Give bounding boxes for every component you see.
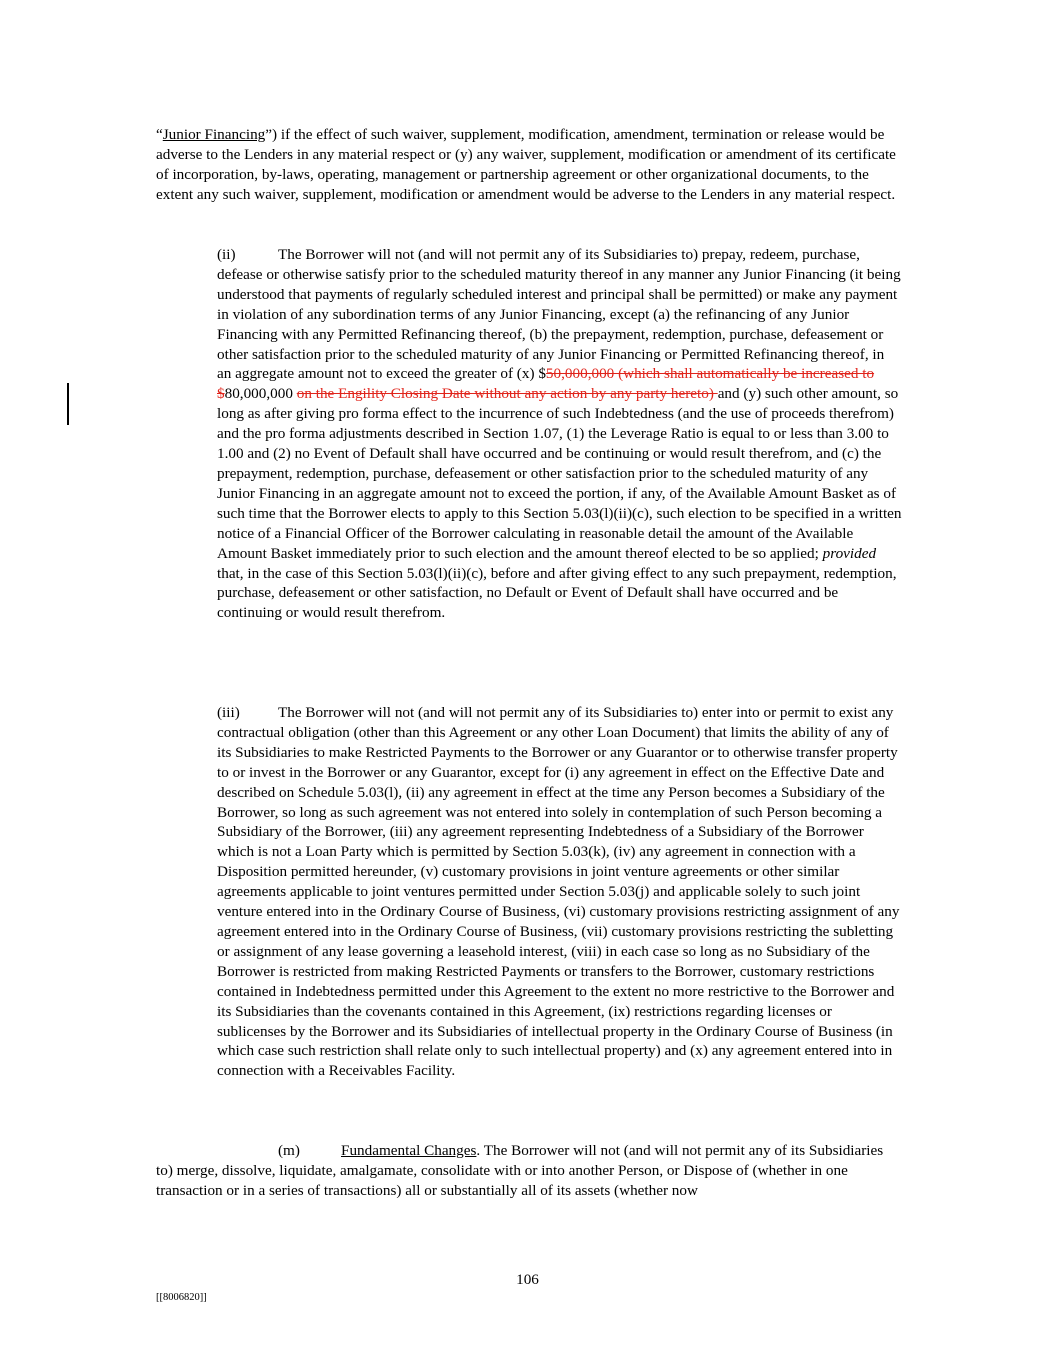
clause-marker: (m) [278,1142,300,1159]
clause-marker: (iii) [217,704,240,721]
clause-iii [217,703,902,1081]
revision-change-bar [67,383,69,425]
section-heading: Fundamental Changes [341,1142,477,1159]
deleted-text: 50,000,000 (which shall automatically be increased to $ [217,365,875,403]
clause-text: that, in the case of this Section 5.03(l)(ii)(c), before and after giving effect to any such prepayment, redemption, purchase, defeasement or other satisfaction, no Default or Event of Default shall have occurred and be continuing or would result therefrom. [217,564,897,622]
paragraph-junior-financing-continuation [156,125,902,205]
clause-m-fundamental-changes [156,1141,902,1201]
clause-ii [217,245,902,623]
document-id: [[8006820]] [156,1292,207,1303]
italic-provided: provided [822,544,877,562]
defined-term-junior-financing: Junior Financing [162,126,266,143]
clause-text: The Borrower will not (and will not permit any of its Subsidiaries to) prepay, redeem, purchase, defease or otherwise satisfy prior to the scheduled maturity thereof in any manner any Junior Financing (it being understood that payments of regularly scheduled interest and principal shall be permitted) or make any payment in violation of any subordination terms of any Junior Financing, except (a) the refinancing of any Junior Financing with any Permitted Refinancing thereof, (b) the prepayment, redemption, purchase, defeasement or other satisfaction prior to the scheduled maturity of any Junior Financing or Permitted Refinancing thereof, in an aggregate amount not to exceed the greater of (x) $ [217,246,901,383]
open-quote: “ [156,126,163,143]
page-number: 106 [516,1271,539,1288]
clause-marker: (ii) [217,246,236,263]
clause-text: and (y) such other amount, so long as after giving pro forma effect to the incurrence of such Indebtedness (and the use of proceeds therefrom) and the pro forma adjustments described in Section 1.07, (1) the Leverage Ratio is equal to or less than 3.00 to 1.00 and (2) no Event of Default shall have occurred and be continuing or would result therefrom, and (c) the prepayment, redemption, purchase, defeasement or other satisfaction prior to the scheduled maturity of any Junior Financing in an aggregate amount not to exceed the portion, if any, of the Available Amount Basket as of such time that the Borrower elects to apply to this Section 5.03(l)(ii)(c), such election to be specified in a written notice of a Financial Officer of the Borrower calculating in reasonable detail the amount of the Available Amount Basket immediately prior to such election and the amount thereof elected to be so applied; [217,385,902,562]
clause-text: . The Borrower will not (and will not permit any of its Subsidiaries to) merge, dissolve, liquidate, amalgamate, consolidate with or into another Person, or Dispose of (whether in one transaction or in a series of transactions) all or substantially all of its assets (whether now [156,1142,884,1199]
paragraph-text: ”) if the effect of such waiver, supplement, modification, amendment, termination or release would be adverse to the Lenders in any material respect or (y) any waiver, supplement, modification or amendment of its certificate of incorporation, by-laws, operating, management or partnership agreement or other organizational documents, to the extent any such waiver, supplement, modification or amendment would be adverse to the Lenders in any material respect. [156,126,896,203]
clause-text: The Borrower will not (and will not permit any of its Subsidiaries to) enter into or permit to exist any contractual obligation (other than this Agreement or any other Loan Document) that limits the ability of any of its Subsidiaries to make Restricted Payments to the Borrower or any Guarantor or to otherwise transfer property to or invest in the Borrower or any Guarantor, except for (i) any agreement in effect on the Effective Date and described on Schedule 5.03(l), (ii) any agreement in effect at the time any Person becomes a Subsidiary of the Borrower, so long as such agreement was not entered into solely in contemplation of such Person becoming a Subsidiary of the Borrower, (iii) any agreement representing Indebtedness of a Subsidiary of the Borrower which is not a Loan Party which is permitted by Section 5.03(k), (iv) any agreement in connection with a Disposition permitted hereunder, (v) customary provisions in joint venture agreements or other similar agreements applicable to joint ventures permitted under Section 5.03(j) and applicable solely to such joint venture entered into in the Ordinary Course of Business, (vi) customary provisions restricting assignment of any agreement entered into in the Ordinary Course of Business, (vii) customary provisions restricting the subletting or assignment of any lease governing a leasehold interest, (viii) in each case so long as no Subsidiary of the Borrower is restricted from making Restricted Payments or transfers to the Borrower, customary restrictions contained in Indebtedness permitted under this Agreement to the extent no more restrictive to the Borrower and its Subsidiaries than the covenants contained in this Agreement, (ix) restrictions regarding licenses or sublicenses by the Borrower and its Subsidiaries of intellectual property in the Ordinary Course of Business (in which case such restriction shall relate only to such intellectual property) and (x) any agreement entered into in connection with a Receivables Facility. [217,704,900,1080]
deleted-text: on the Engility Closing Date without any action by any party hereto) [296,385,718,403]
clause-text: 80,000,000 [224,385,297,403]
